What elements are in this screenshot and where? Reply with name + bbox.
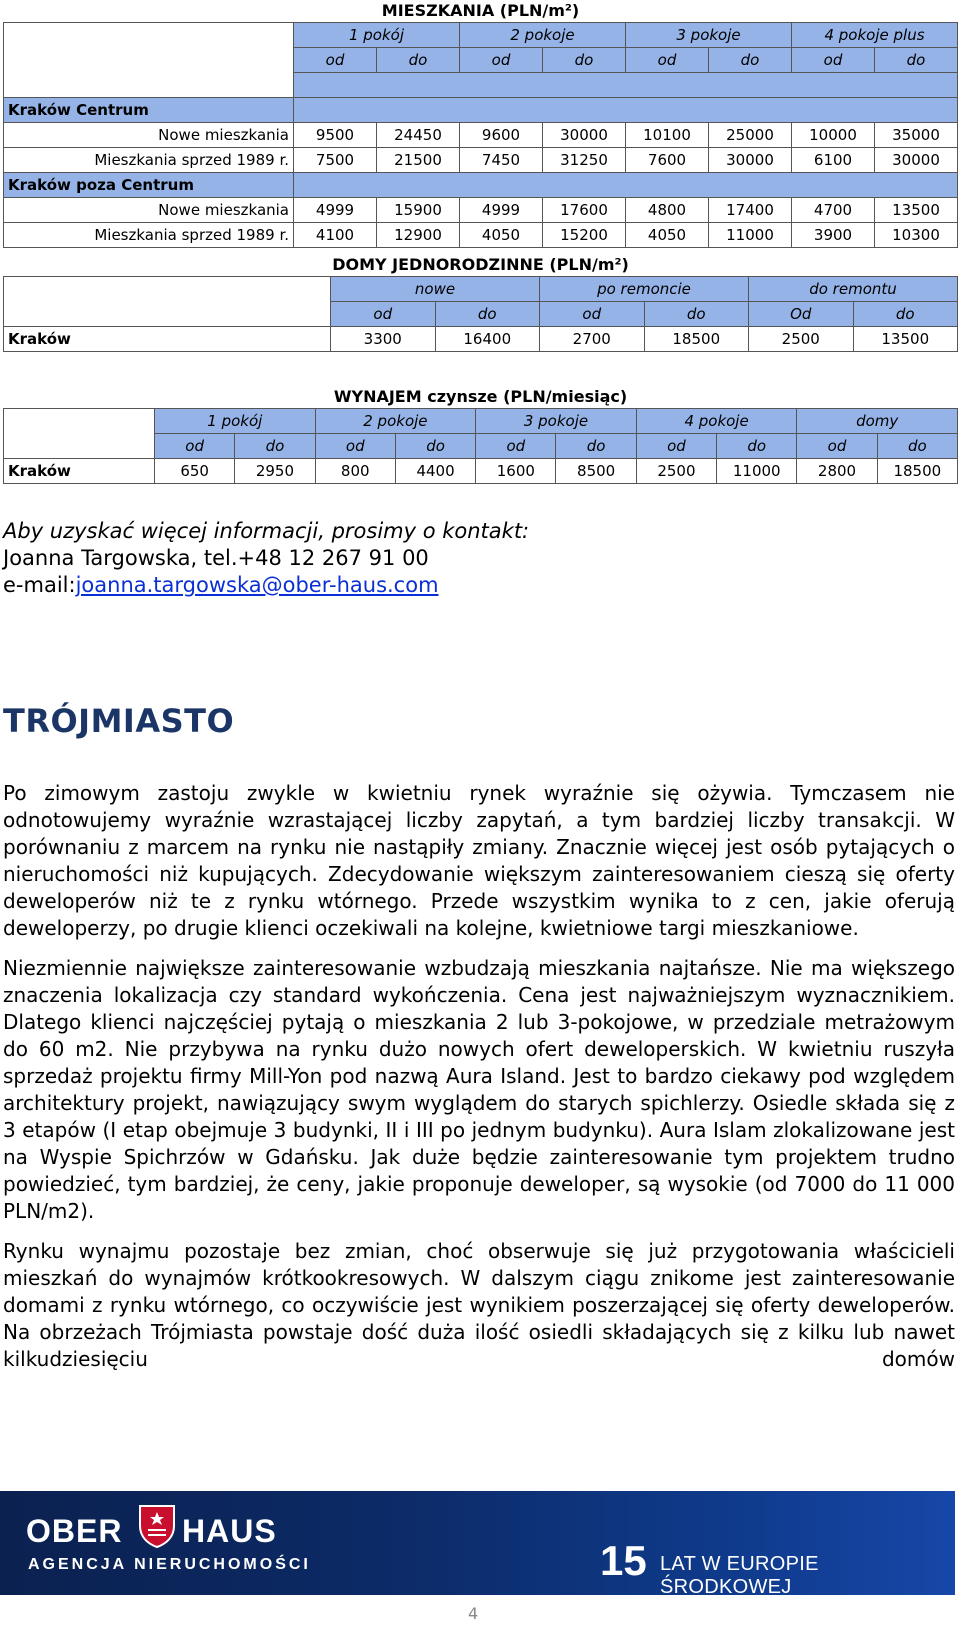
sub-header: od xyxy=(460,48,543,73)
section-label: Kraków Centrum xyxy=(4,98,294,123)
group-header: 3 pokoje xyxy=(626,23,792,48)
cell: 10000 xyxy=(792,123,875,148)
cell: 6100 xyxy=(792,148,875,173)
sub-header: od xyxy=(626,48,709,73)
header-filler xyxy=(294,73,958,98)
cell: 4100 xyxy=(294,223,377,248)
article-body xyxy=(3,780,955,1386)
cell: 18500 xyxy=(877,459,957,484)
sub-header: do xyxy=(377,48,460,73)
cell: 2500 xyxy=(749,327,854,352)
group-header: 1 pokój xyxy=(294,23,460,48)
table-row xyxy=(4,198,958,223)
sub-header: do xyxy=(435,302,540,327)
cell: 18500 xyxy=(644,327,749,352)
group-header: 3 pokoje xyxy=(476,409,637,434)
cell: 25000 xyxy=(709,123,792,148)
sub-header: Od xyxy=(749,302,854,327)
cell: 3900 xyxy=(792,223,875,248)
table-row xyxy=(4,123,958,148)
brand-ober: OBER xyxy=(26,1513,123,1549)
cell: 4050 xyxy=(626,223,709,248)
sub-header: od xyxy=(315,434,395,459)
sub-header: do xyxy=(709,48,792,73)
group-header: po remoncie xyxy=(540,277,749,302)
table-row xyxy=(4,459,958,484)
group-header: domy xyxy=(797,409,958,434)
cell: 2800 xyxy=(797,459,877,484)
row-label: Kraków xyxy=(4,459,155,484)
sub-header: do xyxy=(717,434,797,459)
sub-header: od xyxy=(792,48,875,73)
brand-haus: HAUS xyxy=(182,1513,277,1549)
table-corner xyxy=(4,409,155,459)
footer-banner xyxy=(0,1491,955,1595)
cell: 16400 xyxy=(435,327,540,352)
contact-person: Joanna Targowska, tel.+48 12 267 91 00 xyxy=(3,546,429,570)
table-row xyxy=(4,223,958,248)
cell: 7600 xyxy=(626,148,709,173)
cell: 31250 xyxy=(543,148,626,173)
brand-tagline: AGENCJA NIERUCHOMOŚCI xyxy=(28,1556,311,1573)
group-header: nowe xyxy=(331,277,540,302)
cell: 2700 xyxy=(540,327,645,352)
cell: 9600 xyxy=(460,123,543,148)
table-title: MIESZKANIA (PLN/m²) xyxy=(4,0,958,23)
table-wynajem xyxy=(3,384,958,484)
cell: 2500 xyxy=(636,459,716,484)
sub-header: do xyxy=(644,302,749,327)
sub-header: do xyxy=(853,302,958,327)
page-number: 4 xyxy=(468,1604,479,1623)
anniversary-text: LAT W EUROPIE ŚRODKOWEJ xyxy=(660,1553,819,1595)
table-domy xyxy=(3,252,958,352)
cell: 11000 xyxy=(709,223,792,248)
cell: 1600 xyxy=(476,459,556,484)
cell: 17600 xyxy=(543,198,626,223)
table-corner xyxy=(4,23,294,98)
cell: 13500 xyxy=(875,198,958,223)
paragraph: Po zimowym zastoju zwykle w kwietniu rynek wyraźnie się ożywia. Tymczasem nie odnotowujemy wyraźnie wzrastającej liczby zapytań, a tym bardziej liczby transakcji. W porównaniu z marcem na rynku nie nastąpiły zmiany. Znacznie więcej jest osób pytających o nieruchomości niż kupujących. Zdecydowanie większym zainteresowaniem cieszą się oferty deweloperów niż te z rynku wtórnego. Przede wszystkim wynika to z cen, jakie oferują deweloperzy, po drugie klienci oczekiwali na kolejne, kwietniowe targi mieszkaniowe. xyxy=(3,781,955,940)
group-header: 1 pokój xyxy=(155,409,316,434)
sub-header: od xyxy=(797,434,877,459)
cell: 17400 xyxy=(709,198,792,223)
section-filler xyxy=(294,173,958,198)
cell: 12900 xyxy=(377,223,460,248)
group-header: 4 pokoje plus xyxy=(792,23,958,48)
section-label: Kraków poza Centrum xyxy=(4,173,294,198)
cell: 4050 xyxy=(460,223,543,248)
table-row xyxy=(4,148,958,173)
cell: 10100 xyxy=(626,123,709,148)
section-heading: TRÓJMIASTO xyxy=(3,702,235,740)
sub-header: do xyxy=(877,434,957,459)
section-filler xyxy=(294,98,958,123)
sub-header: od xyxy=(636,434,716,459)
cell: 4700 xyxy=(792,198,875,223)
cell: 800 xyxy=(315,459,395,484)
row-label: Mieszkania sprzed 1989 r. xyxy=(4,223,294,248)
paragraph: Niezmiennie największe zainteresowanie wzbudzają mieszkania najtańsze. Nie ma większego znaczenia lokalizacja czy standard wykończenia. Cena jest najważniejszym wyznacznikiem. Dlatego klienci najczęściej pytają o mieszkania 2 lub 3-pokojowe, w przedziale metrażowym do 60 m2. Nie przybywa na rynku dużo nowych ofert deweloperskich. W kwietniu ruszyła sprzedaż projektu firmy Mill-Yon pod nazwą Aura Island. Jest to bardzo ciekawy pod względem architektury projekt, nawiązujący swym wyglądem do starych spichlerzy. Osiedle składa się z 3 etapów (I etap obejmuje 3 budynki, II i III po jednym budynku). Aura Islam zlokalizowane jest na Wyspie Spichrzów w Gdańsku. Jak duże będzie zainteresowanie tym projektem trudno powiedzieć, tym bardziej, że ceny, jakie proponuje deweloper, są wysokie (od 7000 do 11 000 PLN/m2). xyxy=(3,956,955,1223)
table-corner xyxy=(4,277,331,327)
group-header: 2 pokoje xyxy=(315,409,476,434)
sub-header: do xyxy=(235,434,315,459)
row-label: Mieszkania sprzed 1989 r. xyxy=(4,148,294,173)
cell: 30000 xyxy=(875,148,958,173)
contact-intro: Aby uzyskać więcej informacji, prosimy o kontakt: xyxy=(3,519,530,543)
anniversary-number: 15 xyxy=(600,1537,647,1584)
sub-header: do xyxy=(395,434,475,459)
cell: 2950 xyxy=(235,459,315,484)
table-title: WYNAJEM czynsze (PLN/miesiąc) xyxy=(4,384,958,409)
cell: 4400 xyxy=(395,459,475,484)
sub-header: od xyxy=(540,302,645,327)
cell: 30000 xyxy=(709,148,792,173)
cell: 13500 xyxy=(853,327,958,352)
cell: 11000 xyxy=(717,459,797,484)
cell: 15200 xyxy=(543,223,626,248)
cell: 7450 xyxy=(460,148,543,173)
cell: 4999 xyxy=(294,198,377,223)
contact-email-line xyxy=(3,572,529,599)
cell: 8500 xyxy=(556,459,636,484)
contact-block xyxy=(3,518,529,599)
group-header: do remontu xyxy=(749,277,958,302)
table-row xyxy=(4,327,958,352)
cell: 35000 xyxy=(875,123,958,148)
row-label: Nowe mieszkania xyxy=(4,198,294,223)
sub-header: od xyxy=(476,434,556,459)
cell: 7500 xyxy=(294,148,377,173)
cell: 10300 xyxy=(875,223,958,248)
email-link[interactable]: joanna.targowska@ober-haus.com xyxy=(75,573,439,597)
sub-header: od xyxy=(331,302,436,327)
sub-header: od xyxy=(294,48,377,73)
cell: 24450 xyxy=(377,123,460,148)
cell: 15900 xyxy=(377,198,460,223)
sub-header: do xyxy=(556,434,636,459)
row-label: Nowe mieszkania xyxy=(4,123,294,148)
group-header: 4 pokoje xyxy=(636,409,797,434)
cell: 30000 xyxy=(543,123,626,148)
email-label: e-mail: xyxy=(3,573,76,597)
row-label: Kraków xyxy=(4,327,331,352)
cell: 9500 xyxy=(294,123,377,148)
sub-header: do xyxy=(875,48,958,73)
sub-header: od xyxy=(155,434,235,459)
cell: 4999 xyxy=(460,198,543,223)
group-header: 2 pokoje xyxy=(460,23,626,48)
cell: 4800 xyxy=(626,198,709,223)
cell: 3300 xyxy=(331,327,436,352)
cell: 650 xyxy=(155,459,235,484)
sub-header: do xyxy=(543,48,626,73)
paragraph: Rynku wynajmu pozostaje bez zmian, choć obserwuje się już przygotowania właścicieli mieszkań do wynajmów krótkookresowych. W dalszym ciągu znikome jest zainteresowanie domami z rynku wtórnego, co oczywiście jest wynikiem poszerzającej się oferty deweloperów. Na obrzeżach Trójmiasta powstaje dość duża ilość osiedli składających się z kilku lub nawet kilkudziesięciu domów xyxy=(3,1239,955,1371)
table-mieszkania xyxy=(3,0,958,248)
table-title: DOMY JEDNORODZINNE (PLN/m²) xyxy=(4,252,958,277)
crest-icon xyxy=(138,1504,176,1548)
cell: 21500 xyxy=(377,148,460,173)
